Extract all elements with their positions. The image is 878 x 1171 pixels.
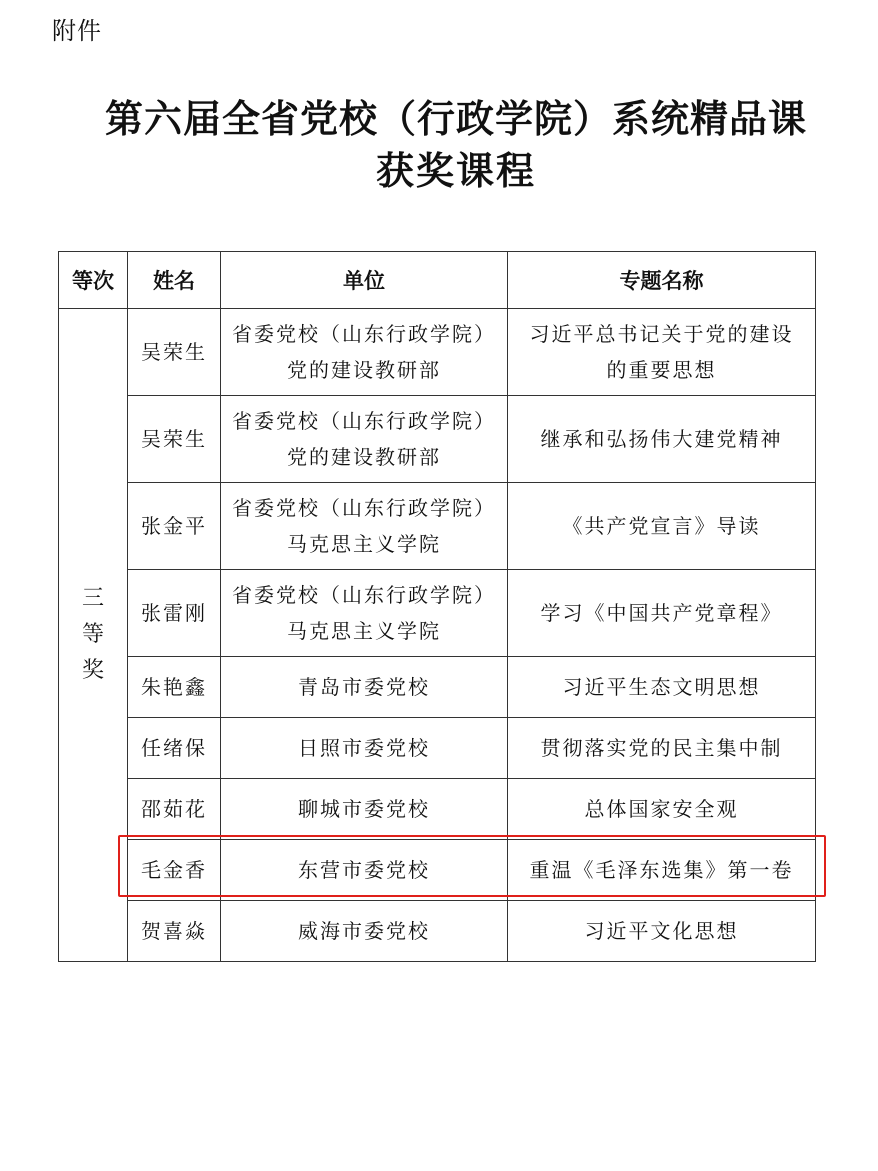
table-row [59,396,816,483]
topic-cell: 《共产党宣言》导读 [508,483,816,570]
unit-line: 马克思主义学院 [287,532,441,556]
unit-cell: 威海市委党校 [221,901,508,962]
name-cell: 张金平 [128,483,221,570]
unit-line: 马克思主义学院 [287,619,441,643]
topic-line: 的重要思想 [606,358,717,382]
table-row [59,483,816,570]
award-table [58,251,816,962]
document-title [0,93,878,197]
table-row-highlighted [59,840,816,901]
table-row [59,779,816,840]
topic-cell: 习近平生态文明思想 [508,657,816,718]
table-row [59,309,816,396]
name-cell: 任绪保 [128,718,221,779]
name-cell: 吴荣生 [128,309,221,396]
unit-cell: 聊城市委党校 [221,779,508,840]
header-rank: 等次 [59,252,128,309]
topic-cell: 学习《中国共产党章程》 [508,570,816,657]
name-cell: 贺喜焱 [128,901,221,962]
topic-line: 习近平总书记关于党的建设 [529,322,794,346]
table-row [59,718,816,779]
header-name: 姓名 [128,252,221,309]
topic-cell: 继承和弘扬伟大建党精神 [508,396,816,483]
title-line-1: 第六届全省党校（行政学院）系统精品课 [104,96,807,141]
name-cell: 毛金香 [128,840,221,901]
unit-line: 党的建设教研部 [287,358,441,382]
topic-cell [508,309,816,396]
header-unit: 单位 [221,252,508,309]
topic-cell: 重温《毛泽东选集》第一卷 [508,840,816,901]
unit-line: 省委党校（山东行政学院） [232,409,496,433]
name-cell: 邵茹花 [128,779,221,840]
name-cell: 朱艳鑫 [128,657,221,718]
unit-line: 省委党校（山东行政学院） [232,496,496,520]
table-row [59,657,816,718]
attachment-label: 附件 [52,17,102,45]
rank-char: 奖 [81,658,104,683]
unit-cell: 青岛市委党校 [221,657,508,718]
topic-cell: 习近平文化思想 [508,901,816,962]
unit-line: 省委党校（山东行政学院） [232,583,496,607]
name-cell: 张雷刚 [128,570,221,657]
rank-char: 三 [81,586,104,611]
table-row [59,901,816,962]
unit-cell: 东营市委党校 [221,840,508,901]
title-line-2: 获奖课程 [375,148,536,193]
unit-cell [221,396,508,483]
name-cell: 吴荣生 [128,396,221,483]
topic-cell: 总体国家安全观 [508,779,816,840]
unit-cell [221,309,508,396]
table-row [59,570,816,657]
unit-cell [221,483,508,570]
rank-cell [59,309,128,962]
table-header-row [59,252,816,309]
unit-cell: 日照市委党校 [221,718,508,779]
topic-cell: 贯彻落实党的民主集中制 [508,718,816,779]
unit-line: 省委党校（山东行政学院） [232,322,496,346]
unit-line: 党的建设教研部 [287,445,441,469]
unit-cell [221,570,508,657]
header-topic: 专题名称 [508,252,816,309]
rank-char: 等 [81,622,104,647]
